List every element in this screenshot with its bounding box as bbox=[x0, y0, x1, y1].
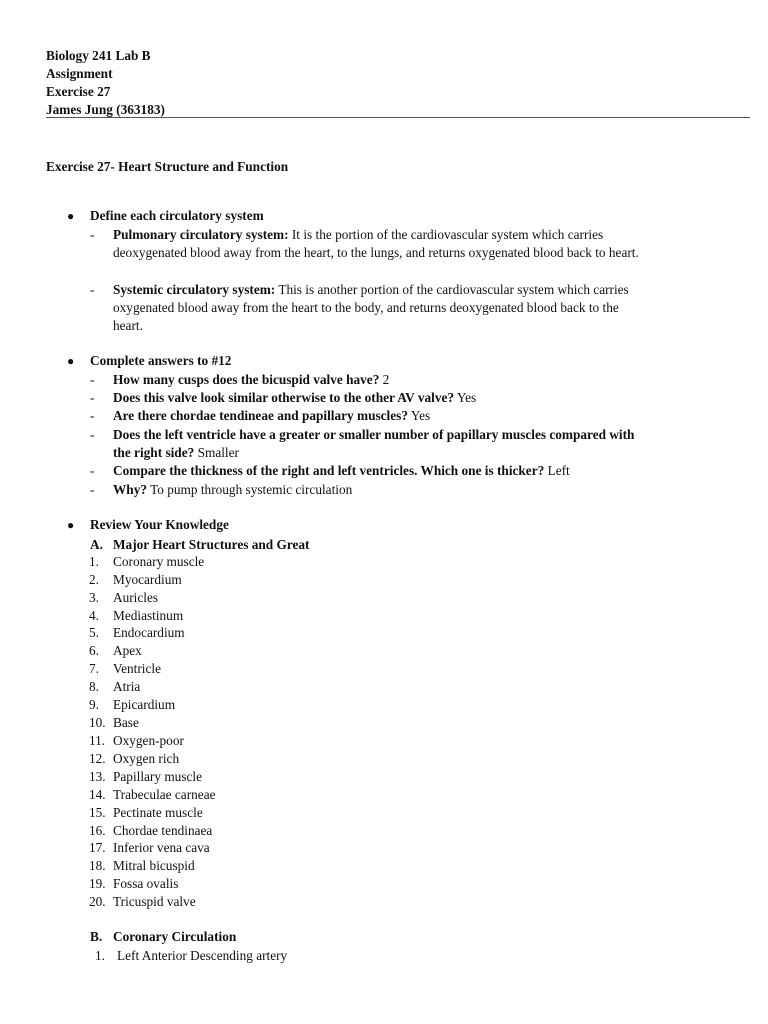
list-number: 12. bbox=[89, 751, 106, 766]
qa-answer: Left bbox=[544, 463, 570, 478]
list-item: Oxygen-poor bbox=[113, 733, 184, 748]
part-a-title: Major Heart Structures and Great bbox=[113, 537, 310, 552]
list-item: Epicardium bbox=[113, 697, 176, 712]
list-number: 19. bbox=[89, 876, 106, 891]
list-number: 15. bbox=[89, 805, 106, 820]
part-b-letter: B. bbox=[90, 929, 103, 944]
list-item: Myocardium bbox=[113, 572, 182, 587]
list-number: 20. bbox=[89, 894, 106, 909]
qa-question: Does the left ventricle have a greater or smaller number of papillary muscles compared with bbox=[113, 427, 635, 442]
part-b-title: Coronary Circulation bbox=[113, 929, 237, 944]
dash-marker: - bbox=[90, 463, 95, 478]
bullet-icon: ● bbox=[67, 209, 75, 223]
list-number: 2. bbox=[89, 572, 99, 587]
bullet-icon: ● bbox=[67, 518, 75, 532]
list-number: 7. bbox=[89, 661, 99, 676]
qa-question-continued: the right side? bbox=[113, 445, 195, 460]
list-number: 11. bbox=[89, 733, 106, 748]
qa-question: Does this valve look similar otherwise to the other AV valve? bbox=[113, 390, 455, 405]
qa-answer: Yes bbox=[454, 390, 477, 405]
part-a-letter: A. bbox=[90, 537, 103, 552]
list-number: 8. bbox=[89, 679, 99, 694]
pulmonary-definition bbox=[113, 226, 733, 262]
qa-question: Are there chordae tendineae and papillary muscles? bbox=[113, 408, 408, 423]
list-item: Trabeculae carneae bbox=[113, 787, 216, 802]
section-heading-define: Define each circulatory system bbox=[90, 208, 264, 223]
exercise-number: Exercise 27 bbox=[46, 84, 111, 99]
list-number: 18. bbox=[89, 858, 106, 873]
list-number: 17. bbox=[89, 840, 106, 855]
list-number: 6. bbox=[89, 643, 99, 658]
qa-question: How many cusps does the bicuspid valve have? bbox=[113, 372, 380, 387]
list-item: Atria bbox=[113, 679, 141, 694]
course-name: Biology 241 Lab B bbox=[46, 48, 151, 63]
list-item: Mediastinum bbox=[113, 608, 184, 623]
systemic-definition bbox=[113, 281, 733, 335]
list-number: 14. bbox=[89, 787, 106, 802]
list-number: 1. bbox=[89, 554, 99, 569]
qa-item bbox=[113, 371, 733, 389]
qa-item bbox=[113, 407, 733, 425]
list-item: Inferior vena cava bbox=[113, 840, 210, 855]
list-item: Tricuspid valve bbox=[113, 894, 196, 909]
qa-question: Why? bbox=[113, 482, 147, 497]
systemic-text-2: oxygenated blood away from the heart to the body, and returns deoxygenated blood back to the bbox=[113, 300, 619, 315]
qa-answer: To pump through systemic circulation bbox=[147, 482, 353, 497]
document-header bbox=[46, 47, 165, 119]
list-item: Ventricle bbox=[113, 661, 161, 676]
systemic-text-1: This is another portion of the cardiovascular system which carries bbox=[275, 282, 629, 297]
list-number: 5. bbox=[89, 625, 99, 640]
systemic-term: Systemic circulatory system: bbox=[113, 282, 276, 297]
dash-marker: - bbox=[90, 408, 95, 423]
pulmonary-text-2: deoxygenated blood away from the heart, to the lungs, and returns oxygenated blood back to heart. bbox=[113, 245, 639, 260]
qa-answer: Yes bbox=[407, 408, 431, 423]
dash-marker: - bbox=[90, 227, 95, 242]
list-number: 9. bbox=[89, 697, 99, 712]
section-heading-answers: Complete answers to #12 bbox=[90, 353, 232, 368]
dash-marker: - bbox=[90, 372, 95, 387]
list-number: 4. bbox=[89, 608, 99, 623]
bullet-icon: ● bbox=[67, 354, 75, 368]
list-item: Mitral bicuspid bbox=[113, 858, 195, 873]
list-item: Base bbox=[113, 715, 139, 730]
assignment-type: Assignment bbox=[46, 66, 113, 81]
list-number: 10. bbox=[89, 715, 106, 730]
list-item: Fossa ovalis bbox=[113, 876, 179, 891]
list-item: Chordae tendinaea bbox=[113, 823, 213, 838]
qa-question: Compare the thickness of the right and left ventricles. Which one is thicker? bbox=[113, 463, 545, 478]
qa-item bbox=[113, 462, 733, 480]
pulmonary-text-1: It is the portion of the cardiovascular system which carries bbox=[288, 227, 604, 242]
header-divider bbox=[46, 117, 750, 118]
student-name: James Jung (363183) bbox=[46, 102, 165, 117]
list-item: Pectinate muscle bbox=[113, 805, 203, 820]
section-heading-review: Review Your Knowledge bbox=[90, 517, 229, 532]
list-item: Oxygen rich bbox=[113, 751, 180, 766]
qa-item bbox=[113, 481, 733, 499]
dash-marker: - bbox=[90, 390, 95, 405]
dash-marker: - bbox=[90, 427, 95, 442]
exercise-title: Exercise 27- Heart Structure and Function bbox=[46, 159, 289, 174]
systemic-text-3: heart. bbox=[113, 318, 143, 333]
list-number: 16. bbox=[89, 823, 106, 838]
pulmonary-term: Pulmonary circulatory system: bbox=[113, 227, 289, 242]
qa-answer: Smaller bbox=[194, 445, 239, 460]
list-number: 13. bbox=[89, 769, 106, 784]
list-number: 1. bbox=[95, 948, 105, 963]
dash-marker: - bbox=[90, 482, 95, 497]
list-item: Coronary muscle bbox=[113, 554, 205, 569]
list-item: Endocardium bbox=[113, 625, 185, 640]
dash-marker: - bbox=[90, 282, 95, 297]
list-number: 3. bbox=[89, 590, 99, 605]
qa-answer: 2 bbox=[379, 372, 390, 387]
list-item: Apex bbox=[113, 643, 142, 658]
list-item: Auricles bbox=[113, 590, 159, 605]
qa-item bbox=[113, 426, 733, 462]
list-item: Left Anterior Descending artery bbox=[117, 948, 288, 963]
qa-item bbox=[113, 389, 733, 407]
list-item: Papillary muscle bbox=[113, 769, 202, 784]
